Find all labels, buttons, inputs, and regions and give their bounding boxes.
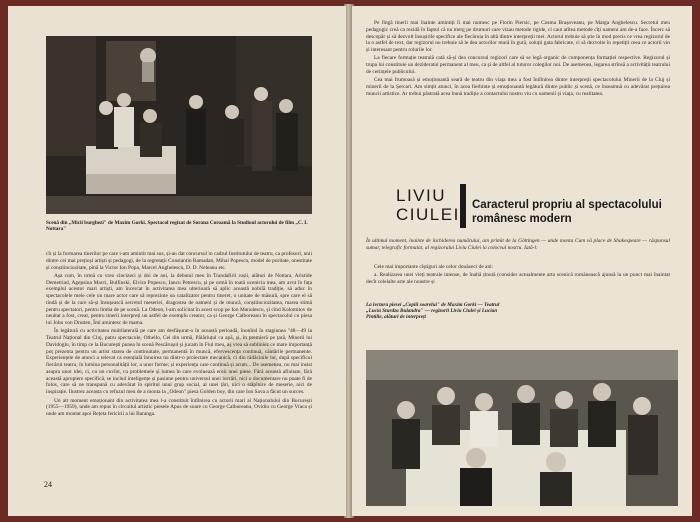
paragraph: Cea mai frumoasă și emoționantă seară de teatru din viața mea a fost întîlnirea dintre interpreții spectacolului Minerii de la Cluj și minerii de la Șercari. Am simțit atunci, în acea fierbinte și emoționantă legătură dintre public și scenă, ce înseamnă cu adevărat prețuirea muncii artistice. Ar trebui păstrată acea bună tradiție a contactului nostru viu cu oamenii și viața, cu realitatea. — [366, 77, 670, 97]
stage-photo — [46, 36, 312, 214]
title-separator — [460, 184, 466, 228]
author-name — [396, 186, 460, 224]
article-title: Caracterul propriu al spectacolului românesc modern — [472, 199, 662, 225]
left-body-text — [46, 251, 312, 419]
stage-scene-image — [46, 36, 312, 214]
reading-photo — [366, 350, 678, 506]
right-page — [352, 6, 692, 516]
left-page — [8, 6, 346, 516]
paragraph: În legătură cu activitatea multilaterală pe care am desfășurat-o în această perioadă, înonînd în stagiunea "48—49 la Teatrul Național din Cluj, patru spectacole, Othello, Cei din urmă, Pălăriuțul ca apă, și, în premieră pe țară, Minerii lui Davidoglu, în timp ce la București punea în scenă Pescărușul și jucam în Fiul meu, aș vrea să subliniez ce mare importanță poț prezenta pentru un artist starea de continuitate, permanentă în muncă, efervescența continuă, căutările permanente. Experiențele de atunci a relevat ca esențială înnoirea nu dintr-o proiectare mecanică, ci din rădăcinile lor, după specificul fiecărui teatru, în lumina personalității lor, a unor forme; și experiența care continuă și acum... De asemenea, nu mai insist asupra unor idei, ci, cu un cuvînt, cu problemele și lumea în care evoluează eroii unei piese. Fără această afinitate, fără această apropiere specifică, se includ inteligențe și pasiune pentru universul unei lucrări, nici o documentare nu poate fi de folos, care să ne transpună cu adevărat în spiritul unui grup social, al unei țări, nici o stăpînire de meserie, nici de inspirație. Ilustrez aceasta cu refuzul meu de a monta la „Odeon" piesa Golden boy, din care Ion Sava a făcut un succes. — [46, 328, 312, 396]
photo-caption: Scenă din „Micii burghezi" de Maxim Gorki. Spectacol regizat de Sorana Coroamă la Studioul actorului de film „C. I. Nottara" — [46, 220, 308, 233]
list-item-a: a. Realizarea unei vieți teatrale intense, de înaltă ținută (consider actualmente arta scenică românească ajunsă la un punct mai înaintat decît celelalte arte ale noastre și — [366, 272, 670, 285]
paragraph: Așa cum, în urmă cu vreo cincizeci și doi de ani, la debutul meu în Trandafirii roșii, alături de Nottara, Aristide Demetriad, Agepsina Macri, Bulfinski, Elvira Popescu, Iancu Petrescu, și pe urmă în toată ucenicia mea, am avut în fața exemplul acestor mari artiști, am încercat în activitatea mea ulterioară să aplic această nobilă tradiție, să aduc în spectacolele mele cele un mare actor care să reprezinte un catalizator pentru tineret, o unitate de măsură, spre care el să tindă și de la care să-și însușească secretul meseriei, dragostea de oameni și de muncă, conștiinciozitatea, marea stimă pentru spectatori, pentru limba de pe scenă. La Odeon, l-am solicitat în acest scop pe Ion Manolescu, și cînd Kolomitov de neuitat a fost, creat, pentru tinerii interpreți un astfel de exemplu creator, ca și George Calboreanu în spectacolul cu piesa lui John von Drutten, Îmi amintesc de mama. — [46, 272, 312, 327]
rehearsal-reading-image — [366, 350, 678, 506]
right-top-text — [366, 20, 670, 99]
paragraph: cît și la formarea tinerilor pe care i-am amintit mai sus, și-au dat concursul in cadrul Institutului de teatru, ca profesori, unii dintre cei mai prețioși artiști și pedagogi, de la regretații Constantin Ramadan, Mihai Popescu, model de puritate, onestitate și conștiinciozitate, pînă la Victor Ion Popa, Marcel Anghelescu, D. D. Neleanu etc. — [46, 251, 312, 271]
paragraph: Un alt moment emoționant din activitatea mea l-a constituit întîlnirea cu actorii mari ai Naționalului din București (1955—1959), unde am repus în circuitul artistic piesele Apus de soare cu George Calboreanu, Ovidiu cu George Vraca și unde am montat apoi Rețeta fericirii a lui Baranga. — [46, 397, 312, 418]
paragraph: La fiecare formație teatrală cată să-și dea concursul regizori care să se legă organic de componența formației respective. Regizorul și trupa lui constituie un dezideratul permanent al meu, ca și de altfel al tuturor colegilor noi. De asemenea, legarea strînsă a activității teatrului de cerințele publicului. — [366, 55, 670, 75]
page-number: 24 — [44, 480, 52, 489]
photo-caption: La lectura piesei „Copiii soarelui" de Maxim Gorki — Teatrul „Lucia Sturdza Bulandra" — regizorii Liviu Ciulei și Lucian Pintilie, alături de interpreți — [366, 302, 500, 321]
list-intro: Cele mai importante cîștiguri ale celor douăzeci de ani: — [374, 264, 494, 270]
article-intro: În ultimul moment, înainte de închiderea numărului, am primit de la Göttingen — unde monta Cum vă place de Shakespeare — răspunsul sumar, telegrafic formulat, al regizorului Liviu Ciulei la colocvul nostru. Iată-l: — [366, 238, 670, 251]
author-last-name: CIULEI — [396, 205, 460, 224]
author-first-name: LIVIU — [396, 186, 447, 205]
paragraph: Pe lîngă tinerii mai înainte amintiți îi mai numesc pe Florin Piersic, pe Cosma Brașoveanu, pe Marga Anghelescu. Secretul meu pedagogic creă ca rezidă în faptul că nu merg pe drumuri care vizau metode rigide, ci caut atîtea metode cîți oameni am de-a face. Încerc să descopăr și să dezvolt însușirile specifice ale fiecăruia în altă dintre interpreții mei. Actorul trebuie să știe în mod precis ce vrea regizorul de la o astfel de text, dar regizorul nu trebuie să le dea actorilor mură în gură, soluții gata fabricate, ci să dezvolte în repetiții ceea ce actorii vin și interesant pentru rolurile lor. — [366, 20, 670, 53]
